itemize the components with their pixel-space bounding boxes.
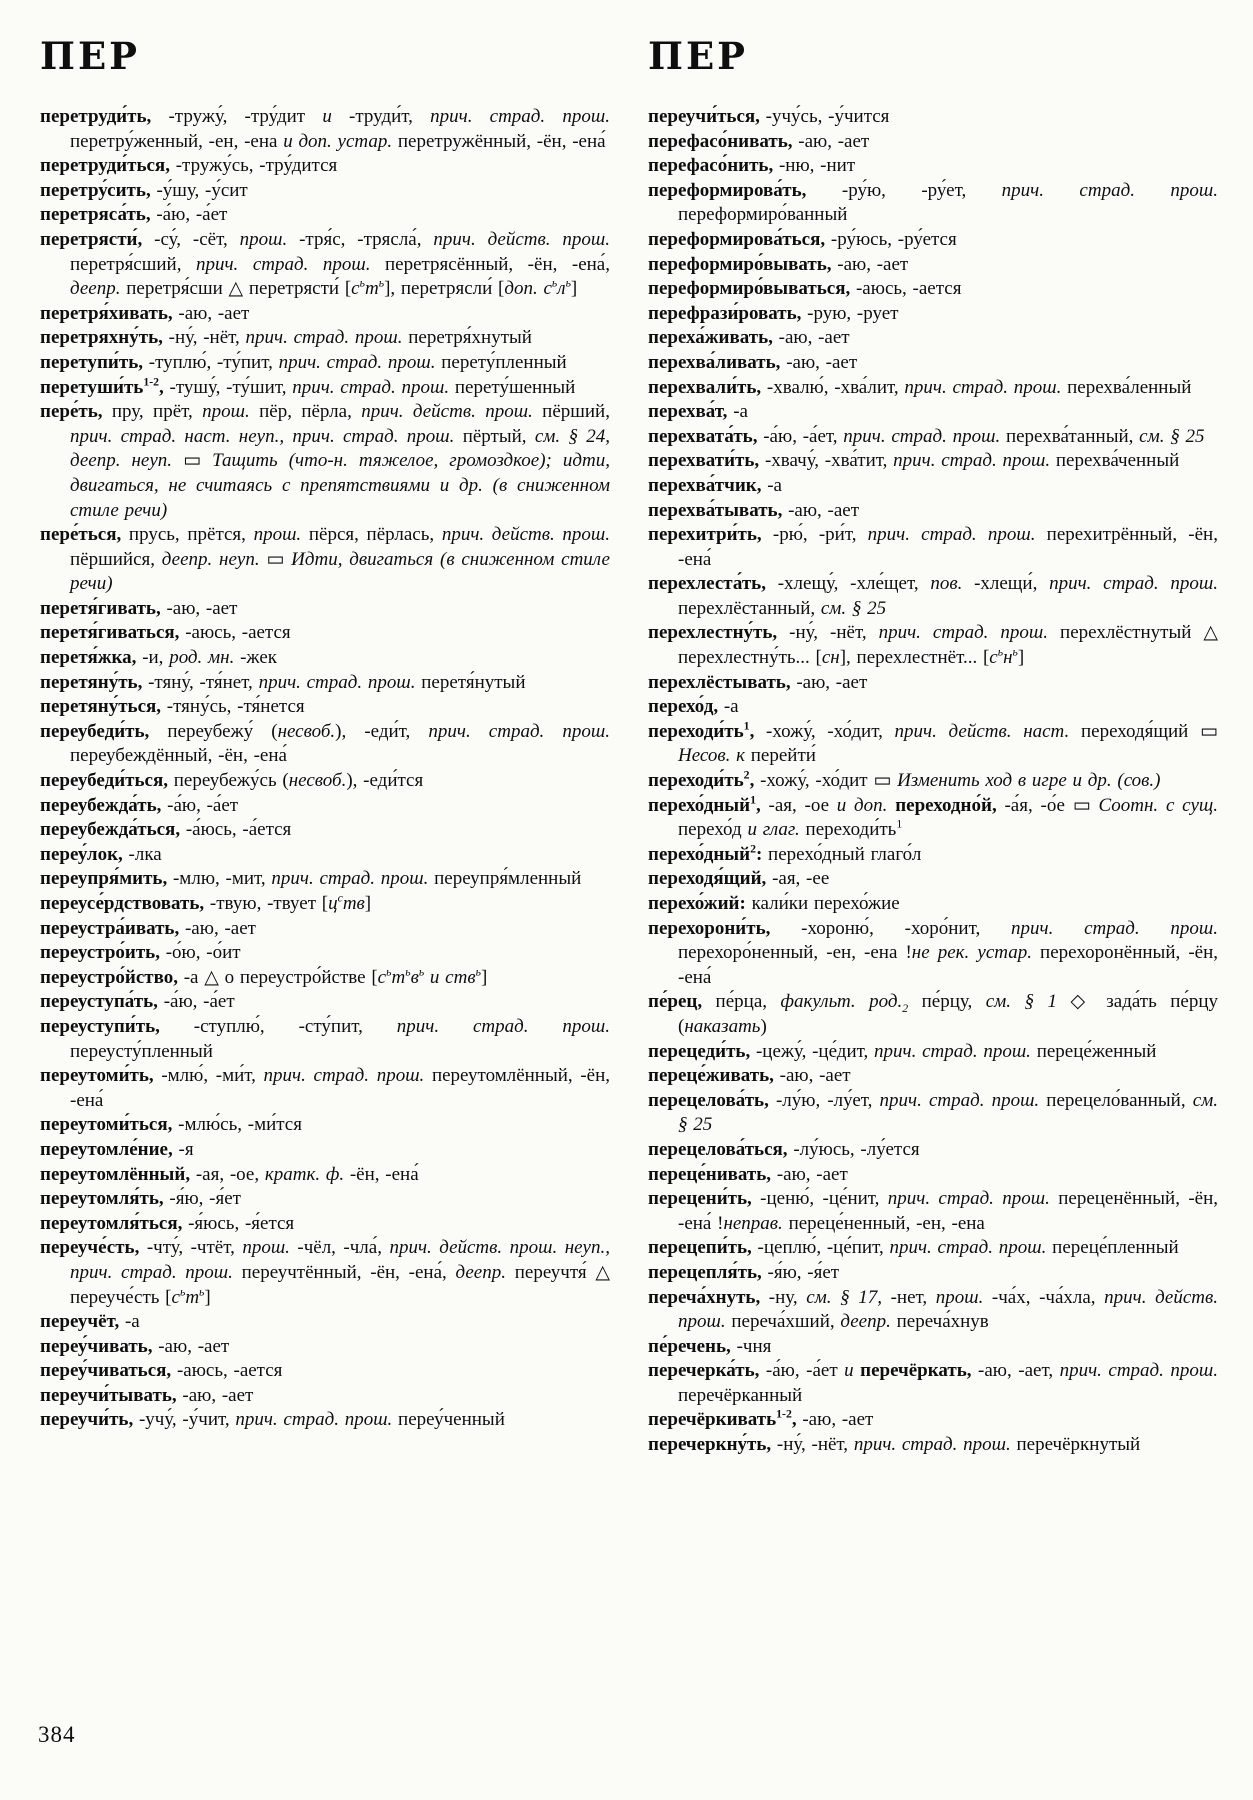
dictionary-entry: перехвата́ть, -а́ю, -а́ет, прич. страд. прош. перехва́танный, см. § 25 [648,425,1205,447]
dictionary-entry: переформирова́ть, -ру́ю, -ру́ет, прич. страд. прош. переформиро́ванный [648,179,1218,226]
dictionary-entry: перечёркивать$^{1-2}$, -аю, -ает [648,1408,874,1431]
dictionary-entry: переу́чиваться, -аюсь, -ается [40,1360,283,1382]
dictionary-entry: перетряса́ть, -а́ю, -а́ет [40,204,228,226]
dictionary-entry: перетя́гиваться, -аюсь, -ается [40,622,291,644]
dictionary-entry: перефасо́нивать, -аю, -ает [648,130,870,152]
dictionary-entry: переутомле́ние, -я [40,1138,194,1160]
dictionary-entry: переходя́щий, -ая, -ее [648,868,830,890]
dictionary-entry: перехо́дный$^2$: перехо́дный глаго́л [648,842,922,865]
dictionary-entry: перехва́ливать, -аю, -ает [648,351,858,373]
dictionary-entry: переутоми́ться, -млю́сь, -ми́тся [40,1114,302,1136]
dictionary-entry: перецени́ть, -ценю́, -це́нит, прич. страд. прош. переценённый, -ён, -ена́ !неправ. переце́ненный, -ен, -ена [648,1188,1218,1234]
dictionary-entry: переубежда́ть, -а́ю, -а́ет [40,794,239,816]
dictionary-entry: переучёт, -а [40,1311,140,1333]
left-column-entries [40,105,610,1433]
dictionary-entry: $переходи́ть^1$, -хожу́, -хо́дит, прич. действ. наст. переходя́щий ▭ Несов. к перейти́ [648,719,1219,767]
dictionary-entry: переутомлённый, -ая, -ое, кратк. ф. -ён, -ена́ [40,1163,419,1185]
dictionary-entry: перехо́дный$^1$, -ая, -ое и доп. переходно́й, -а́я, -о́е ▭ Соотн. с сущ. перехо́д и глаг. $переходи́ть^1$ [648,793,1218,841]
right-column-entries [648,105,1218,1458]
dictionary-entry: переучи́ться, -учу́сь, -у́чится [648,106,890,127]
dictionary-entry: перецелова́ть, -лу́ю, -лу́ет, прич. страд. прош. перецело́ванный, см. § 25 [648,1089,1218,1136]
dictionary-entry: переустро́йство, -а △ о переустро́йстве [$с^ьт^ьв^ь$ и ств$^ь$] [40,965,488,988]
dictionary-entry: перецеди́ть, -цежу́, -це́дит, прич. страд. прош. переце́женный [648,1040,1157,1062]
dictionary-entry: перехо́д, -а [648,696,739,718]
dictionary-entry: переформиро́вываться, -аюсь, -ается [648,278,962,300]
dictionary-entry: переусе́рдствовать, -твую, -твует $[ц^ств]$ [40,891,372,914]
dictionary-entry: перетруди́ться, -тружу́сь, -тру́дится [40,155,338,177]
dictionary-entry: перетяну́ть, -тяну́, -тя́нет, прич. страд. прош. перетя́нутый [40,671,526,693]
dictionary-entry: перехитри́ть, -рю́, -ри́т, прич. страд. прош. перехитрённый, -ён, -ена́ [648,524,1218,570]
dictionary-entry: переуче́сть, -чту́, -чтёт, прош. -чёл, -чла́, прич. действ. прош. неуп., прич. страд. прош. переучтённый, -ён, -ена́, деепр. переучтя́ △ переуче́сть $[с^ьт^ь]$ [40,1237,610,1308]
dictionary-entry: перецепи́ть, -цеплю́, -це́пит, прич. страд. прош. переце́пленный [648,1237,1179,1259]
running-head-right: ПЕР [648,34,748,78]
dictionary-entry: перетруди́ть, -тружу́, -тру́дит и -труди́т, прич. страд. прош. перетру́женный, -ен, -ена и доп. устар. перетружённый, -ён, -ена́ [40,106,610,152]
right-column [648,30,1218,1458]
dictionary-entry: переустро́ить, -о́ю, -о́ит [40,942,241,964]
running-head-left: ПЕР [40,34,140,78]
dictionary-entry: переучи́ть, -учу́, -у́чит, прич. страд. прош. переу́ченный [40,1409,505,1431]
dictionary-entry: переу́чивать, -аю, -ает [40,1335,230,1357]
left-column [40,30,610,1458]
dictionary-entry: переча́хнуть, -ну, см. § 17, -нет, прош. -ча́х, -ча́хла, прич. действ. прош. переча́хший, деепр. переча́хнув [648,1286,1218,1333]
dictionary-entry: переутоми́ть, -млю́, -ми́т, прич. страд. прош. переутомлённый, -ён, -ена́ [40,1065,610,1111]
dictionary-entry: пе́рец, пе́рца, факульт. $род._2$ пе́рцу, см. § 1 ◇ зада́ть пе́рцу (наказать) [648,991,1219,1037]
dictionary-entry: перефасо́нить, -ню, -нит [648,155,856,177]
dictionary-entry: перехва́тывать, -аю, -ает [648,499,860,521]
dictionary-entry: пере́ть, пру, прёт, прош. пёр, пёрла, прич. действ. прош. пёрший, прич. страд. наст. неуп., прич. страд. прош. пёртый, см. § 24, деепр. неуп. ▭ Тащить (что-н. тяжелое, громоздкое); идти, двигаться, не считаясь с препятствиями и др. (в сниженном стиле речи) [40,401,610,521]
dictionary-entry: перетя́жка, -и, род. мн. -жек [40,647,277,669]
dictionary-entry: переустра́ивать, -аю, -ает [40,917,256,939]
dictionary-entry: переупря́мить, -млю, -мит, прич. страд. прош. переупря́мленный [40,868,582,890]
page-number: 384 [38,1722,76,1747]
dictionary-entry: $перетуши́ть^{1-2}$, -тушу́, -ту́шит, прич. страд. прош. перету́шенный [40,375,576,398]
dictionary-entry: перехлестну́ть, -ну́, -нёт, прич. страд. прош. перехлёстнутый △ перехлестну́ть... [сн], перехлестнёт... $[с^ьн^ь]$ [648,622,1218,669]
dictionary-entry: переутомля́ть, -я́ю, -я́ет [40,1188,241,1210]
dictionary-entry: перетрясти́, -су́, -сёт, прош. -тря́с, -трясла́, прич. действ. прош. перетря́сший, прич. страд. прош. перетрясённый, -ён, -ена́, деепр. перетря́сши △ перетрясти́ $[с^ьт^ь]$, перетрясли́ [доп. $с^ьл^ь$] [40,228,610,300]
dictionary-entry: пере́ться, прусь, прётся, прош. пёрся, пёрлась, прич. действ. прош. пёршийся, деепр. неуп. ▭ Идти, двигаться (в сниженном стиле речи) [40,524,611,595]
dictionary-entry: перетя́гивать, -аю, -ает [40,597,238,619]
dictionary-entry: перетру́сить, -у́шу, -у́сит [40,179,248,201]
dictionary-entry: перехва́тчик, -а [648,474,782,496]
dictionary-entry: перехвали́ть, -хвалю́, -хва́лит, прич. страд. прош. перехва́ленный [648,376,1192,398]
dictionary-entry: перехорони́ть, -хороню́, -хоро́нит, прич. страд. прош. перехоро́ненный, -ен, -ена !не рек. устар. перехоронённый, -ён, -ена́ [648,917,1218,988]
dictionary-entry: перехлёстывать, -аю, -ает [648,671,868,693]
dictionary-entry: переце́живать, -аю, -ает [648,1065,851,1087]
dictionary-entry: перецепля́ть, -я́ю, -я́ет [648,1261,840,1283]
dictionary-entry: перехва́т, -а [648,401,748,423]
dictionary-entry: перецелова́ться, -лу́юсь, -лу́ется [648,1138,920,1160]
dictionary-entry: переформирова́ться, -ру́юсь, -ру́ется [648,228,957,250]
dictionary-entry: переубеди́ть, переубежу́ (несвоб.), -еди́т, прич. страд. прош. переубеждённый, -ён, -ена́ [40,720,610,767]
dictionary-entry: переу́лок, -лка [40,843,162,865]
dictionary-entry: переубежда́ться, -а́юсь, -а́ется [40,819,292,841]
dictionary-entry: переуступа́ть, -а́ю, -а́ет [40,991,235,1013]
dictionary-entry: $переходи́ть^2$, -хожу́, -хо́дит ▭ Изменить ход в игре и др. (сов.) [648,768,1161,792]
dictionary-entry: переубеди́ться, переубежу́сь (несвоб.), -еди́тся [40,770,424,792]
dictionary-entry: перечерка́ть, -а́ю, -а́ет и перечёркать, -аю, -ает, прич. страд. прош. перечёрканный [648,1360,1218,1406]
dictionary-entry: перехо́жий: кали́ки перехо́жие [648,893,900,914]
dictionary-entry: перетряхну́ть, -ну́, -нёт, прич. страд. прош. перетря́хнутый [40,327,532,349]
dictionary-entry: переуступи́ть, -ступлю́, -сту́пит, прич. страд. прош. переусту́пленный [40,1015,610,1062]
dictionary-entry: переучи́тывать, -аю, -ает [40,1384,254,1406]
dictionary-entry: перетупи́ть, -туплю́, -ту́пит, прич. страд. прош. перету́пленный [40,351,567,373]
dictionary-entry: переутомля́ться, -я́юсь, -я́ется [40,1212,295,1234]
dictionary-entry: перетяну́ться, -тяну́сь, -тя́нется [40,696,305,718]
dictionary-entry: перехвати́ть, -хвачу́, -хва́тит, прич. страд. прош. перехва́ченный [648,450,1180,472]
dictionary-entry: перечеркну́ть, -ну́, -нёт, прич. страд. прош. перечёркнутый [648,1434,1141,1456]
dictionary-entry: переце́нивать, -аю, -ает [648,1163,848,1185]
dictionary-entry: пе́речень, -чня [648,1335,772,1357]
dictionary-entry: перехлеста́ть, -хлещу́, -хле́щет, пов. -хлещи́, прич. страд. прош. перехлёстанный, см. § 25 [648,573,1218,619]
dictionary-entry: перетря́хивать, -аю, -ает [40,302,250,324]
dictionary-entry: переформиро́вывать, -аю, -ает [648,253,909,275]
dictionary-entry: перефрази́ровать, -рую, -рует [648,302,899,324]
dictionary-entry: переха́живать, -аю, -ает [648,327,850,349]
